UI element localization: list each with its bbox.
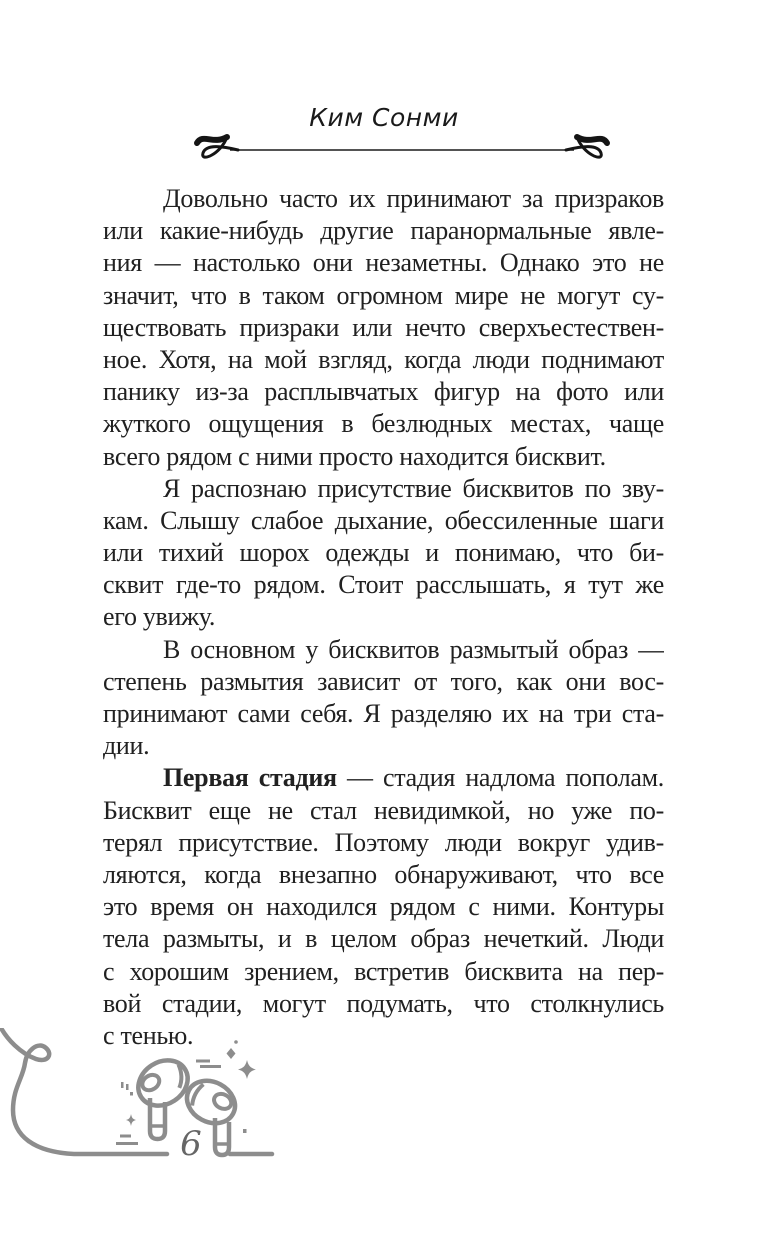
text-line: сквит где-то рядом. Стоит расслышать, я тут же [103,570,664,600]
text-line: панику из-за расплывчатых фигур на фото или [103,377,664,407]
text-line: Бисквит еще не стал невидимкой, но уже по- [103,795,664,825]
text-line: дии. [103,731,150,761]
text-line: В основном у бисквитов размытый образ — [163,634,664,664]
text-line: тела размыты, и в целом образ нечеткий. Люди [103,924,664,954]
text-line: жуткого ощущения в безлюдных местах, чаще [103,409,664,439]
text-line: ществовать призраки или нечто сверхъестествен- [103,312,664,342]
body-text [103,183,664,1052]
page-number: 6 [180,1124,202,1164]
text-line: кам. Слышу слабое дыхание, обессиленные шаги [103,505,664,535]
text-line: с хорошим зрением, встретив бисквита на пер- [103,956,664,986]
text-line: вой стадии, могут подумать, что столкнулись [103,988,664,1018]
text-span: — стадия надлома пополам. [336,763,664,793]
text-line [103,762,664,794]
text-line: его увижу. [103,602,216,632]
text-line: степень размытия зависит от того, как они вос- [103,666,664,696]
text-line: всего рядом с ними просто находится бисквит. [103,441,606,471]
paragraph-3 [103,634,664,763]
header-ornament [190,127,614,173]
running-head-author: Ким Сонми [309,103,459,132]
text-line: или тихий шорох одежды и понимаю, что би- [103,538,664,568]
text-line: это время он находился рядом с ними. Контуры [103,892,664,922]
text-line: ное. Хотя, на мой взгляд, когда люди поднимают [103,344,664,374]
paragraph-1 [103,183,664,473]
text-line: ляются, когда внезапно обнаруживают, что все [103,859,664,889]
paragraph-4 [103,762,664,1052]
paragraph-2 [103,473,664,634]
flourish-left-icon [197,137,238,157]
text-line: терял присутствие. Поэтому люди вокруг удив- [103,827,664,857]
text-line: Я распознаю присутствие бисквитов по зву- [163,473,664,503]
flourish-right-icon [566,137,607,157]
text-line: принимают сами себя. Я разделяю их на три ста- [103,699,664,728]
bold-lead: Первая стадия [163,763,337,793]
text-line: ния — настолько они незаметны. Однако это не [103,248,664,278]
text-line: Довольно часто их принимают за призраков [163,184,664,213]
text-line: значит, что в таком огромном мире не могут су- [103,280,664,310]
text-line: или какие-нибудь другие паранормальные явле- [103,216,664,246]
text-line: с тенью. [103,1020,194,1050]
footer-illustration [0,1028,300,1208]
